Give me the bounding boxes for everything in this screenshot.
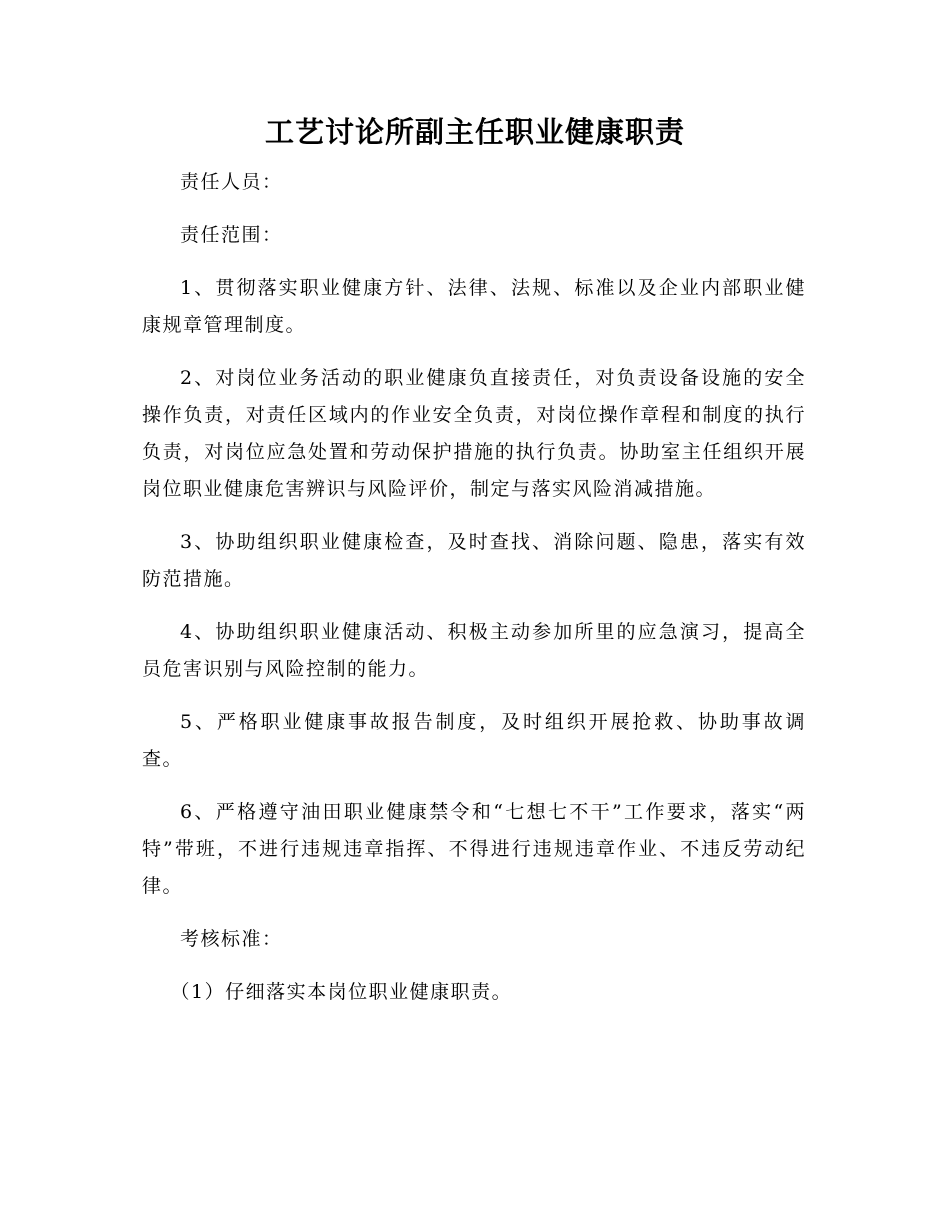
duty-item-1: 1、贯彻落实职业健康方针、法律、法规、标准以及企业内部职业健康规章管理制度。 xyxy=(142,277,806,336)
duty-item-4: 4、协助组织职业健康活动、积极主动参加所里的应急演习，提高全员危害识别与风险控制的能力。 xyxy=(142,621,806,680)
duty-item-6: 6、严格遵守油田职业健康禁令和“七想七不干”工作要求，落实“两特”带班，不进行违规违章指挥、不得进行违规违章作业、不违反劳动纪律。 xyxy=(142,801,806,897)
responsible-person-label: 责任人员： xyxy=(180,171,283,193)
duty-item-2: 2、对岗位业务活动的职业健康负直接责任，对负责设备设施的安全操作负责，对责任区域内的作业安全负责，对岗位操作章程和制度的执行负责，对岗位应急处置和劳动保护措施的执行负责。协助室主任组织开展岗位职业健康危害辨识与风险评价，制定与落实风险消减措施。 xyxy=(142,367,806,500)
document-title: 工艺讨论所副主任职业健康职责 xyxy=(264,115,685,149)
duty-item-5: 5、严格职业健康事故报告制度，及时组织开展抢救、协助事故调查。 xyxy=(142,711,806,770)
assessment-item-1: （1）仔细落实本岗位职业健康职责。 xyxy=(170,981,513,1003)
document-body xyxy=(142,164,806,1027)
assessment-label: 考核标准： xyxy=(180,928,283,950)
scope-label: 责任范围： xyxy=(180,224,283,246)
duty-item-3: 3、协助组织职业健康检查，及时查找、消除问题、隐患，落实有效防范措施。 xyxy=(142,531,806,590)
